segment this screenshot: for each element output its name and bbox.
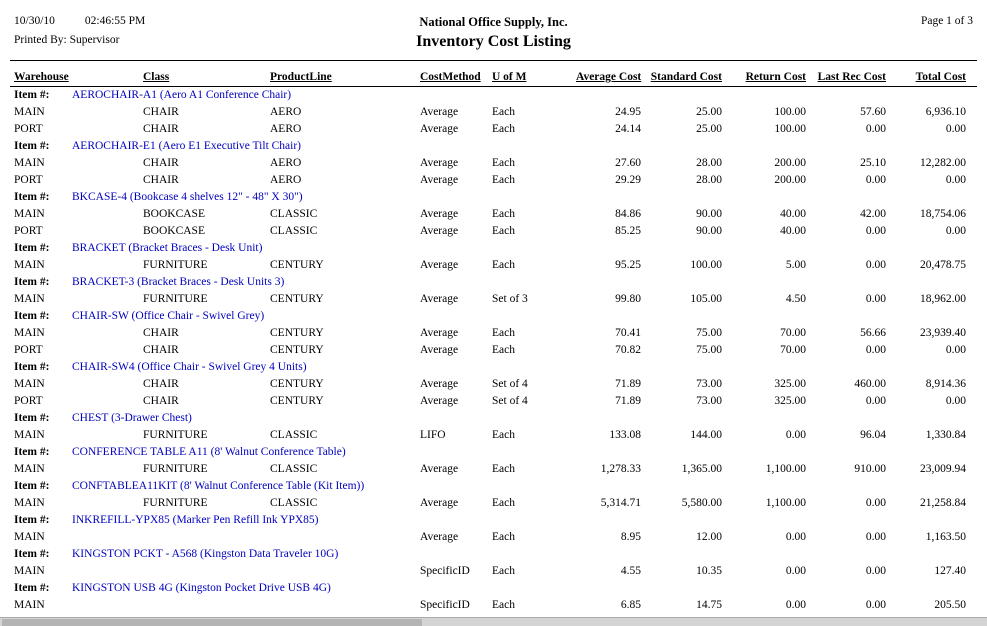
cell-class: CHAIR: [143, 157, 179, 169]
cell-standard-cost: 5,580.00: [681, 497, 722, 509]
cell-costmethod: LIFO: [420, 429, 446, 441]
cell-costmethod: SpecificID: [420, 599, 470, 611]
item-row: [10, 240, 977, 257]
cell-productline: CLASSIC: [270, 463, 318, 475]
cell-uofm: Each: [492, 497, 515, 509]
cell-average-cost: 24.14: [615, 123, 641, 135]
item-row: [10, 138, 977, 155]
item-description-link[interactable]: AEROCHAIR-E1 (Aero E1 Executive Tilt Chair): [72, 140, 302, 152]
cell-productline: AERO: [270, 157, 302, 169]
cell-total-cost: 8,914.36: [925, 378, 966, 390]
cell-productline: AERO: [270, 123, 302, 135]
cell-productline: AERO: [270, 174, 302, 186]
cell-costmethod: Average: [420, 463, 459, 475]
cell-total-cost: 6,936.10: [925, 106, 966, 118]
cell-total-cost: 0.00: [945, 344, 966, 356]
item-description-link[interactable]: BRACKET-3 (Bracket Braces - Desk Units 3): [72, 276, 285, 288]
cell-productline: CLASSIC: [270, 225, 318, 237]
cell-warehouse: MAIN: [14, 531, 45, 543]
table-row: [10, 427, 977, 444]
cell-productline: [270, 563, 420, 580]
table-row: [10, 172, 977, 189]
cell-class: CHAIR: [143, 395, 179, 407]
cell-average-cost: 71.89: [615, 378, 641, 390]
item-description-link[interactable]: CHAIR-SW4 (Office Chair - Swivel Grey 4 Units): [72, 361, 307, 373]
cell-return-cost: 325.00: [774, 378, 806, 390]
item-number-label: Item #:: [14, 361, 50, 373]
item-description-link[interactable]: BKCASE-4 (Bookcase 4 shelves 12" - 48" X 30"): [72, 191, 303, 203]
item-row: [10, 410, 977, 427]
cell-total-cost: 0.00: [945, 225, 966, 237]
cell-average-cost: 6.85: [620, 599, 641, 611]
item-row: [10, 546, 977, 563]
cell-warehouse: PORT: [14, 225, 43, 237]
item-description-link[interactable]: INKREFILL-YPX85 (Marker Pen Refill Ink YPX85): [72, 514, 319, 526]
column-header-standard-cost: Standard Cost: [650, 71, 722, 83]
print-time: 02:46:55 PM: [84, 15, 146, 27]
cell-warehouse: PORT: [14, 395, 43, 407]
cell-class: FURNITURE: [143, 259, 208, 271]
item-description-link[interactable]: CHAIR-SW (Office Chair - Swivel Grey): [72, 310, 265, 322]
item-row: [10, 308, 977, 325]
cell-return-cost: 5.00: [785, 259, 806, 271]
item-description-link[interactable]: BRACKET (Bracket Braces - Desk Unit): [72, 242, 263, 254]
cell-average-cost: 71.89: [615, 395, 641, 407]
cell-productline: AERO: [270, 106, 302, 118]
table-body: [10, 87, 977, 614]
cell-warehouse: MAIN: [14, 599, 45, 611]
table-row: [10, 291, 977, 308]
cell-standard-cost: 28.00: [696, 174, 722, 186]
item-description-link[interactable]: KINGSTON USB 4G (Kingston Pocket Drive USB 4G): [72, 582, 331, 594]
item-row: [10, 580, 977, 597]
cell-uofm: Each: [492, 259, 515, 271]
cell-warehouse: PORT: [14, 174, 43, 186]
item-number-label: Item #:: [14, 446, 50, 458]
printed-by: Printed By: Supervisor: [14, 34, 120, 46]
cell-average-cost: 85.25: [615, 225, 641, 237]
cell-lastrec-cost: 0.00: [865, 174, 886, 186]
cell-lastrec-cost: 0.00: [865, 497, 886, 509]
cell-class: [143, 563, 270, 580]
item-number-label: Item #:: [14, 514, 50, 526]
cell-standard-cost: 100.00: [690, 259, 722, 271]
cell-return-cost: 325.00: [774, 395, 806, 407]
cell-total-cost: 127.40: [934, 565, 966, 577]
cell-uofm: Set of 4: [492, 395, 528, 407]
cell-total-cost: 1,163.50: [925, 531, 966, 543]
column-header-lastrec-cost: Last Rec Cost: [817, 71, 886, 83]
cell-lastrec-cost: 910.00: [854, 463, 886, 475]
cell-class: BOOKCASE: [143, 208, 205, 220]
cell-standard-cost: 25.00: [696, 123, 722, 135]
table-row: [10, 325, 977, 342]
cell-warehouse: MAIN: [14, 565, 45, 577]
cell-uofm: Each: [492, 463, 515, 475]
cell-standard-cost: 1,365.00: [681, 463, 722, 475]
cell-costmethod: Average: [420, 174, 459, 186]
cell-uofm: Each: [492, 327, 515, 339]
cell-warehouse: MAIN: [14, 497, 45, 509]
cell-productline: CENTURY: [270, 344, 324, 356]
cell-total-cost: 205.50: [934, 599, 966, 611]
cell-costmethod: Average: [420, 208, 459, 220]
cell-total-cost: 21,258.84: [920, 497, 966, 509]
cell-productline: CLASSIC: [270, 429, 318, 441]
item-row: [10, 512, 977, 529]
cell-uofm: Each: [492, 208, 515, 220]
table-row: [10, 529, 977, 546]
cell-return-cost: 100.00: [774, 123, 806, 135]
cell-total-cost: 20,478.75: [920, 259, 966, 271]
cell-return-cost: 4.50: [785, 293, 806, 305]
table-row: [10, 342, 977, 359]
item-number-label: Item #:: [14, 412, 50, 424]
item-description-link[interactable]: KINGSTON PCKT - A568 (Kingston Data Traveler 10G): [72, 548, 339, 560]
table-row: [10, 223, 977, 240]
column-header-total-cost: Total Cost: [915, 71, 966, 83]
cell-return-cost: 200.00: [774, 174, 806, 186]
cell-costmethod: Average: [420, 497, 459, 509]
cell-costmethod: Average: [420, 259, 459, 271]
item-row: [10, 359, 977, 376]
cell-average-cost: 133.08: [609, 429, 641, 441]
cell-costmethod: Average: [420, 157, 459, 169]
header-center: [305, 15, 683, 51]
cell-lastrec-cost: 0.00: [865, 599, 886, 611]
cell-standard-cost: 25.00: [696, 106, 722, 118]
cell-total-cost: 23,939.40: [920, 327, 966, 339]
cell-productline: CENTURY: [270, 327, 324, 339]
cell-lastrec-cost: 42.00: [860, 208, 886, 220]
cell-return-cost: 70.00: [780, 327, 806, 339]
item-number-label: Item #:: [14, 548, 50, 560]
cell-lastrec-cost: 96.04: [860, 429, 886, 441]
item-row: [10, 478, 977, 495]
cell-total-cost: 18,754.06: [920, 208, 966, 220]
cell-uofm: Each: [492, 174, 515, 186]
cell-productline: CLASSIC: [270, 208, 318, 220]
cell-uofm: Each: [492, 157, 515, 169]
cell-lastrec-cost: 0.00: [865, 344, 886, 356]
cell-warehouse: MAIN: [14, 208, 45, 220]
column-header-class: Class: [143, 71, 170, 83]
cell-return-cost: 200.00: [774, 157, 806, 169]
column-header-productline: ProductLine: [270, 71, 332, 83]
cell-productline: CENTURY: [270, 378, 324, 390]
item-number-label: Item #:: [14, 89, 50, 101]
column-header-costmethod: CostMethod: [420, 71, 481, 83]
table-row: [10, 597, 977, 614]
table-row: [10, 155, 977, 172]
cell-standard-cost: 73.00: [696, 395, 722, 407]
company-name: National Office Supply, Inc.: [419, 15, 568, 29]
cell-lastrec-cost: 25.10: [860, 157, 886, 169]
cell-costmethod: Average: [420, 106, 459, 118]
table-row: [10, 121, 977, 138]
cell-average-cost: 1,278.33: [600, 463, 641, 475]
cell-return-cost: 40.00: [780, 225, 806, 237]
cell-lastrec-cost: 0.00: [865, 259, 886, 271]
cell-lastrec-cost: 57.60: [860, 106, 886, 118]
cell-productline: CENTURY: [270, 259, 324, 271]
cell-warehouse: MAIN: [14, 259, 45, 271]
cell-productline: CENTURY: [270, 293, 324, 305]
cell-warehouse: PORT: [14, 123, 43, 135]
cell-class: FURNITURE: [143, 497, 208, 509]
cell-lastrec-cost: 0.00: [865, 123, 886, 135]
item-number-label: Item #:: [14, 582, 50, 594]
column-header-average-cost: Average Cost: [576, 71, 642, 83]
item-number-label: Item #:: [14, 310, 50, 322]
cell-warehouse: MAIN: [14, 157, 45, 169]
header-left: [14, 15, 305, 46]
cell-uofm: Each: [492, 344, 515, 356]
cell-return-cost: 100.00: [774, 106, 806, 118]
cell-average-cost: 5,314.71: [600, 497, 641, 509]
item-row: [10, 87, 977, 104]
cell-standard-cost: 144.00: [690, 429, 722, 441]
cell-uofm: Each: [492, 599, 515, 611]
print-datetime: [14, 15, 305, 27]
cell-warehouse: MAIN: [14, 327, 45, 339]
cell-return-cost: 1,100.00: [765, 463, 806, 475]
cell-class: CHAIR: [143, 106, 179, 118]
cell-total-cost: 1,330.84: [925, 429, 966, 441]
cell-class: [143, 529, 270, 546]
cell-class: CHAIR: [143, 378, 179, 390]
cell-uofm: Each: [492, 531, 515, 543]
cell-costmethod: Average: [420, 395, 459, 407]
cell-return-cost: 70.00: [780, 344, 806, 356]
cell-warehouse: MAIN: [14, 293, 45, 305]
table-row: [10, 461, 977, 478]
cell-average-cost: 4.55: [620, 565, 641, 577]
item-number-label: Item #:: [14, 276, 50, 288]
item-number-label: Item #:: [14, 242, 50, 254]
cell-class: CHAIR: [143, 174, 179, 186]
cell-uofm: Set of 3: [492, 293, 528, 305]
cell-total-cost: 0.00: [945, 123, 966, 135]
column-headers: [10, 61, 977, 86]
table-row: [10, 104, 977, 121]
column-header-return-cost: Return Cost: [745, 71, 806, 83]
cell-costmethod: SpecificID: [420, 565, 470, 577]
cell-uofm: Each: [492, 429, 515, 441]
item-row: [10, 274, 977, 291]
cell-warehouse: MAIN: [14, 106, 45, 118]
cell-warehouse: MAIN: [14, 463, 45, 475]
cell-costmethod: Average: [420, 293, 459, 305]
cell-average-cost: 70.41: [615, 327, 641, 339]
cell-class: FURNITURE: [143, 429, 208, 441]
page-indicator: Page 1 of 3: [920, 15, 973, 27]
cell-standard-cost: 14.75: [696, 599, 722, 611]
cell-standard-cost: 10.35: [696, 565, 722, 577]
cell-standard-cost: 90.00: [696, 225, 722, 237]
item-number-label: Item #:: [14, 480, 50, 492]
cell-average-cost: 99.80: [615, 293, 641, 305]
cell-return-cost: 1,100.00: [765, 497, 806, 509]
cell-uofm: Each: [492, 123, 515, 135]
cell-uofm: Set of 4: [492, 378, 528, 390]
column-header-uofm: U of M: [492, 71, 527, 83]
cell-total-cost: 12,282.00: [920, 157, 966, 169]
cell-standard-cost: 12.00: [696, 531, 722, 543]
report-header: [10, 13, 977, 51]
cell-costmethod: Average: [420, 123, 459, 135]
cell-average-cost: 24.95: [615, 106, 641, 118]
table-row: [10, 257, 977, 274]
cell-return-cost: 0.00: [785, 599, 806, 611]
table-row: [10, 206, 977, 223]
cell-uofm: Each: [492, 106, 515, 118]
cell-warehouse: MAIN: [14, 378, 45, 390]
item-description-link[interactable]: AEROCHAIR-A1 (Aero A1 Conference Chair): [72, 89, 292, 101]
cell-standard-cost: 105.00: [690, 293, 722, 305]
cell-average-cost: 95.25: [615, 259, 641, 271]
report-title: Inventory Cost Listing: [416, 33, 571, 50]
cell-total-cost: 18,962.00: [920, 293, 966, 305]
cell-average-cost: 27.60: [615, 157, 641, 169]
cell-productline: [270, 597, 420, 614]
cell-warehouse: MAIN: [14, 429, 45, 441]
table-row: [10, 495, 977, 512]
item-number-label: Item #:: [14, 191, 50, 203]
horizontal-scrollbar[interactable]: [0, 617, 987, 626]
cell-class: BOOKCASE: [143, 225, 205, 237]
cell-lastrec-cost: 0.00: [865, 293, 886, 305]
cell-class: CHAIR: [143, 327, 179, 339]
cell-costmethod: Average: [420, 327, 459, 339]
cell-return-cost: 0.00: [785, 429, 806, 441]
item-row: [10, 444, 977, 461]
cell-standard-cost: 28.00: [696, 157, 722, 169]
item-description-link[interactable]: CONFTABLEA11KIT (8' Walnut Conference Table (Kit Item)): [72, 480, 365, 492]
cell-uofm: Each: [492, 225, 515, 237]
cell-lastrec-cost: 56.66: [860, 327, 886, 339]
cell-class: CHAIR: [143, 123, 179, 135]
cell-total-cost: 0.00: [945, 174, 966, 186]
cell-costmethod: Average: [420, 225, 459, 237]
item-number-label: Item #:: [14, 140, 50, 152]
item-description-link[interactable]: CONFERENCE TABLE A11 (8' Walnut Conference Table): [72, 446, 346, 458]
cell-lastrec-cost: 0.00: [865, 531, 886, 543]
cell-average-cost: 29.29: [615, 174, 641, 186]
cell-standard-cost: 75.00: [696, 327, 722, 339]
horizontal-scrollbar-thumb[interactable]: [2, 619, 422, 626]
cell-return-cost: 0.00: [785, 565, 806, 577]
cell-class: [143, 597, 270, 614]
cell-standard-cost: 73.00: [696, 378, 722, 390]
cell-average-cost: 70.82: [615, 344, 641, 356]
cell-lastrec-cost: 460.00: [854, 378, 886, 390]
cell-warehouse: PORT: [14, 344, 43, 356]
column-header-warehouse: Warehouse: [14, 71, 69, 83]
item-description-link[interactable]: CHEST (3-Drawer Chest): [72, 412, 192, 424]
cell-average-cost: 84.86: [615, 208, 641, 220]
cell-uofm: Each: [492, 565, 515, 577]
cell-standard-cost: 75.00: [696, 344, 722, 356]
cell-return-cost: 40.00: [780, 208, 806, 220]
cell-costmethod: Average: [420, 344, 459, 356]
table-row: [10, 393, 977, 410]
item-row: [10, 189, 977, 206]
cell-lastrec-cost: 0.00: [865, 565, 886, 577]
cell-total-cost: 23,009.94: [920, 463, 966, 475]
table-row: [10, 563, 977, 580]
cell-lastrec-cost: 0.00: [865, 225, 886, 237]
cell-average-cost: 8.95: [620, 531, 641, 543]
cell-costmethod: Average: [420, 378, 459, 390]
cell-lastrec-cost: 0.00: [865, 395, 886, 407]
cell-productline: [270, 529, 420, 546]
cell-class: FURNITURE: [143, 463, 208, 475]
cell-productline: CLASSIC: [270, 497, 318, 509]
cell-productline: CENTURY: [270, 395, 324, 407]
cell-class: FURNITURE: [143, 293, 208, 305]
print-date: 10/30/10: [14, 15, 55, 27]
cell-return-cost: 0.00: [785, 531, 806, 543]
table-row: [10, 376, 977, 393]
cell-standard-cost: 90.00: [696, 208, 722, 220]
cell-total-cost: 0.00: [945, 395, 966, 407]
cell-class: CHAIR: [143, 344, 179, 356]
cell-costmethod: Average: [420, 531, 459, 543]
